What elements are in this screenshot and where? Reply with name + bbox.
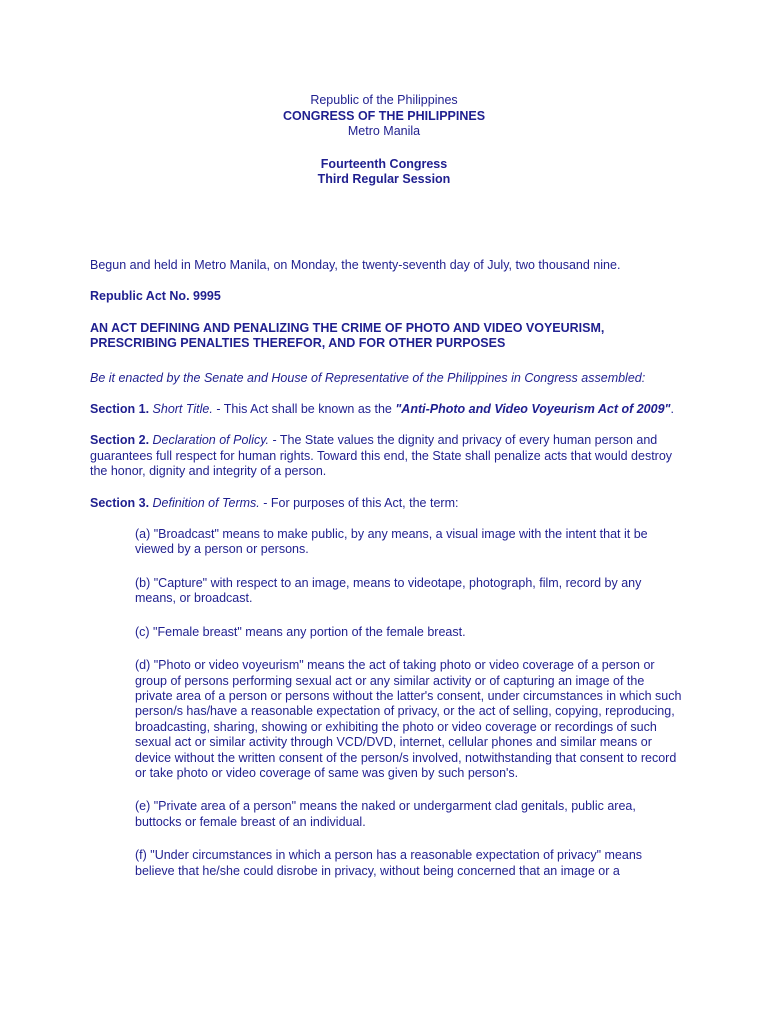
act-number: Republic Act No. 9995: [90, 289, 221, 304]
begun-paragraph: Begun and held in Metro Manila, on Monday, the twenty-seventh day of July, two thousand nine.: [90, 258, 621, 272]
section-number: Section 1.: [90, 402, 150, 417]
act-short-name: "Anti-Photo and Video Voyeurism Act of 2009": [395, 402, 671, 417]
congress-line: CONGRESS OF THE PHILIPPINES: [282, 108, 486, 123]
section-heading: Short Title.: [152, 402, 213, 417]
session-line: Third Regular Session: [317, 172, 451, 186]
definition-item: (a) "Broadcast" means to make public, by any means, a visual image with the intent that it be viewed by a person or persons.: [135, 527, 648, 557]
definition-item: (d) "Photo or video voyeurism" means the act of taking photo or video coverage of a person or group of persons performing sexual act or any similar activity or of capturing an image of the private area of a person or persons without the latter's consent, under circumstances in which such person/s has/have a reasonable expectation of privacy, or the act of selling, copying, reproducing, broadcasting, sharing, showing or exhibiting the photo or video coverage or recordings of such sexual act or similar activity through VCD/DVD, internet, cellular phones and similar means or device without the written consent of the person/s involved, notwithstanding that consent to record or take photo or video coverage of same was given by such person's.: [135, 658, 682, 780]
document-header: [0, 93, 768, 188]
section-number: Section 3.: [90, 495, 150, 510]
city-line: Metro Manila: [347, 124, 421, 138]
act-title: AN ACT DEFINING AND PENALIZING THE CRIME OF PHOTO AND VIDEO VOYEURISM, PRESCRIBING PENALTIES THEREFOR, AND FOR OTHER PURPOSES: [90, 320, 605, 351]
definitions-list: [90, 527, 685, 879]
section-text: - The State values the dignity and privacy of every human person and guarantees full respect for human rights. Toward this end, the State shall penalize acts that would destroy the honor, dignity and integrity of a person.: [90, 433, 673, 479]
congress-number-line: Fourteenth Congress: [320, 156, 448, 171]
section-heading: Declaration of Policy.: [152, 433, 270, 448]
section-2: [90, 433, 690, 479]
section-1: [90, 402, 690, 417]
definition-item: (c) "Female breast" means any portion of the female breast.: [135, 624, 466, 639]
enacting-clause: Be it enacted by the Senate and House of Representative of the Philippines in Congress assembled:: [90, 370, 646, 385]
definition-item: (f) "Under circumstances in which a person has a reasonable expectation of privacy" means believe that he/she could disrobe in privacy, without being concerned that an image or a: [135, 848, 643, 878]
document-body: [90, 258, 690, 897]
section-text: - For purposes of this Act, the term:: [259, 495, 459, 510]
republic-line: Republic of the Philippines: [310, 93, 458, 107]
section-text: - This Act shall be known as the: [212, 402, 396, 417]
definition-item: (e) "Private area of a person" means the naked or undergarment clad genitals, public area, buttocks or female breast of an individual.: [135, 799, 636, 829]
section-heading: Definition of Terms.: [152, 495, 260, 510]
section-text-end: .: [670, 402, 674, 417]
section-number: Section 2.: [90, 433, 150, 448]
definition-item: (b) "Capture" with respect to an image, means to videotape, photograph, film, record by any means, or broadcast.: [135, 575, 642, 606]
section-3: [90, 496, 690, 511]
